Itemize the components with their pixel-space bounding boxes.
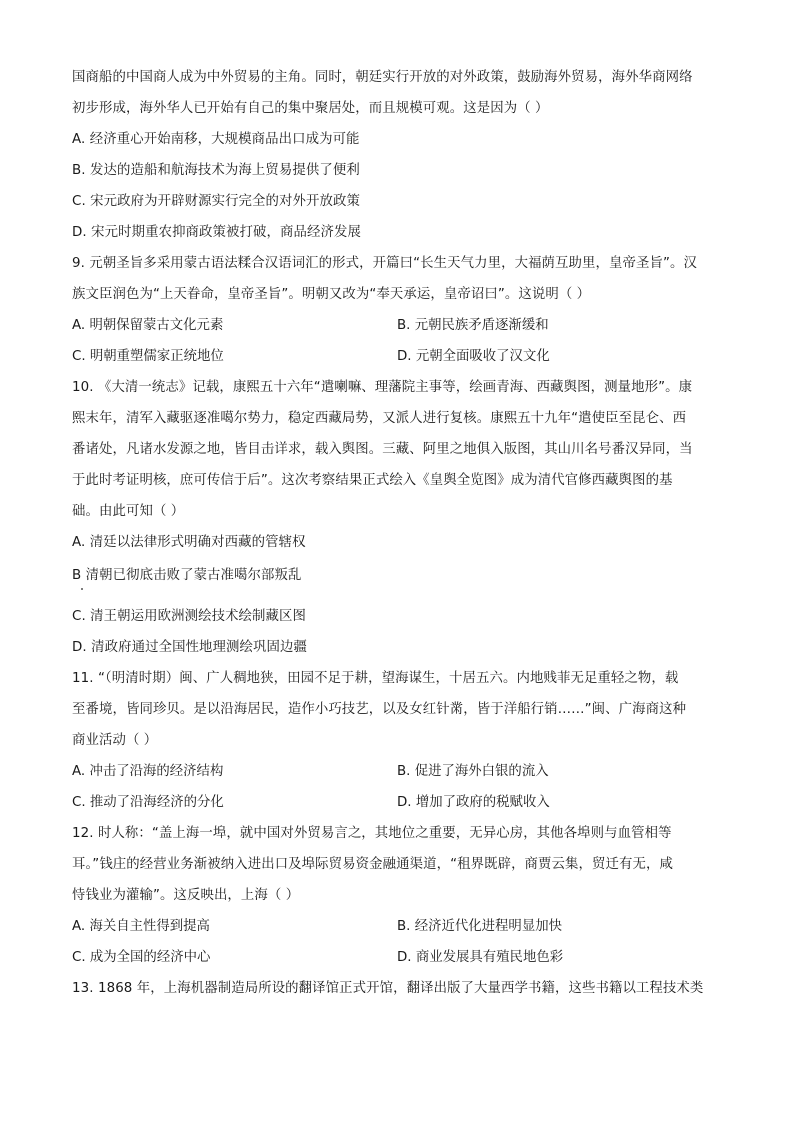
q12-option-a: A. 海关自主性得到提高: [72, 919, 210, 934]
q11-option-c: C. 推动了沿海经济的分化: [72, 795, 224, 810]
q10-option-c: C. 清王朝运用欧洲测绘技术绘制藏区图: [72, 609, 307, 624]
q8-stem-line-2: 初步形成，海外华人已开始有自己的集中聚居处，而且规模可观。这是因为（ ）: [72, 101, 549, 116]
q10-option-d: D. 清政府通过全国性地理测绘巩固边疆: [72, 640, 307, 655]
q8-option-a: A. 经济重心开始南移，大规模商品出口成为可能: [72, 132, 360, 147]
q11-stem-line-1: 11. “（明清时期）闽、广人稠地狭，田园不足于耕，望海谋生，十居五六。内地贱菲无足重轻之物，载: [72, 671, 679, 686]
q9-option-b: B. 元朝民族矛盾逐渐缓和: [397, 318, 549, 333]
q10-stem-line-4: 于此时考证明核，庶可传信于后”。这次考察结果正式绘入《皇舆全览图》成为清代官修西藏舆图的基: [72, 473, 673, 488]
q12-stem-line-1: 12. 时人称：“盖上海一埠，就中国对外贸易言之，其地位之重要，无异心房，其他各埠则与血管相等: [72, 826, 672, 841]
q11-option-d: D. 增加了政府的税赋收入: [397, 795, 550, 810]
q11-stem-line-3: 商业活动（ ）: [72, 733, 158, 748]
q10-option-b: B 清朝已彻底击败了蒙古准噶尔部叛乱: [72, 568, 302, 583]
q12-stem-line-3: 恃钱业为灌输”。这反映出，上海（ ）: [72, 888, 300, 903]
q11-option-a: A. 冲击了沿海的经济结构: [72, 764, 224, 779]
q9-option-c: C. 明朝重塑儒家正统地位: [72, 349, 224, 364]
q8-stem-line-1: 国商船的中国商人成为中外贸易的主角。同时，朝廷实行开放的对外政策，鼓励海外贸易，海外华商网络: [72, 70, 693, 85]
q10-stem-line-2: 熙末年，清军入藏驱逐准噶尔势力，稳定西藏局势，又派人进行复核。康熙五十九年“遣使臣至昆仑、西: [72, 411, 687, 426]
q8-option-b: B. 发达的造船和航海技术为海上贸易提供了便利: [72, 163, 360, 178]
q8-option-d: D. 宋元时期重农抑商政策被打破，商品经济发展: [72, 225, 361, 240]
q10-stem-line-5: 础。由此可知（ ）: [72, 504, 185, 519]
q9-stem-line-2: 族文臣润色为“上天眷命，皇帝圣旨”。明朝又改为“奉天承运，皇帝诏曰”。这说明（ ）: [72, 287, 591, 302]
q12-option-b: B. 经济近代化进程明显加快: [397, 919, 562, 934]
q13-stem-line-1: 13. 1868 年，上海机器制造局所设的翻译馆正式开馆，翻译出版了大量西学书籍，这些书籍以工程技术类: [72, 981, 704, 996]
q11-stem-line-2: 至番境，皆同珍贝。是以沿海居民，造作小巧技艺，以及女红针黹，皆于洋船行销……”闽、广海商这种: [72, 702, 687, 717]
q12-stem-line-2: 耳。”钱庄的经营业务渐被纳入进出口及埠际贸易资金融通渠道，“租界既辟，商贾云集，贸迁有无，咸: [72, 857, 673, 872]
q10-stem-line-1: 10. 《大清一统志》记载，康熙五十六年“遣喇嘛、理藩院主事等，绘画青海、西藏舆图，测量地形”。康: [72, 380, 693, 395]
q9-option-d: D. 元朝全面吸收了汉文化: [397, 349, 550, 364]
q12-option-c: C. 成为全国的经济中心: [72, 950, 211, 965]
q9-stem-line-1: 9. 元朝圣旨多采用蒙古语法糅合汉语词汇的形式，开篇曰“长生天气力里，大福荫互助里，皇帝圣旨”。汉: [72, 256, 697, 271]
q9-option-a: A. 明朝保留蒙古文化元素: [72, 318, 224, 333]
q10-option-a: A. 清廷以法律形式明确对西藏的管辖权: [72, 535, 306, 550]
q11-option-b: B. 促进了海外白银的流入: [397, 764, 549, 779]
stray-dot: [81, 588, 83, 590]
q8-option-c: C. 宋元政府为开辟财源实行完全的对外开放政策: [72, 194, 360, 209]
q10-stem-line-3: 番诸处，凡诸水发源之地，皆目击详求，载入舆图。三藏、阿里之地俱入版图，其山川名号番汉异同，当: [72, 442, 693, 457]
q12-option-d: D. 商业发展具有殖民地色彩: [397, 950, 564, 965]
